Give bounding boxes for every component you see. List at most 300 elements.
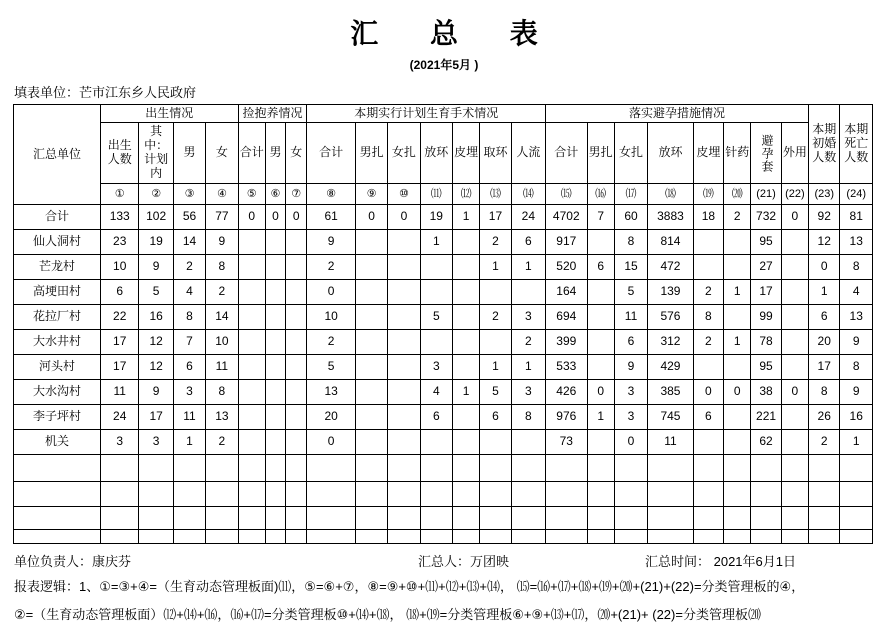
- table-cell: 0: [388, 205, 420, 230]
- table-cell: 1: [587, 405, 614, 430]
- row-label: 花拉厂村: [14, 305, 101, 330]
- empty-cell: [307, 507, 356, 530]
- table-cell: 12: [809, 230, 840, 255]
- sub-header: 男: [173, 123, 205, 184]
- column-number: ①: [101, 184, 139, 205]
- table-cell: 694: [546, 305, 587, 330]
- table-cell: 8: [511, 405, 545, 430]
- empty-cell: [546, 507, 587, 530]
- sub-header: 外用: [781, 123, 808, 184]
- empty-cell: [139, 507, 173, 530]
- table-cell: 0: [693, 380, 723, 405]
- table-cell: 1: [173, 430, 205, 455]
- table-cell: [355, 380, 387, 405]
- table-row: [14, 280, 873, 305]
- empty-cell: [511, 482, 545, 507]
- table-cell: 13: [840, 230, 873, 255]
- empty-cell: [139, 530, 173, 544]
- empty-cell: [587, 507, 614, 530]
- table-cell: 399: [546, 330, 587, 355]
- empty-cell: [139, 482, 173, 507]
- table-cell: 2: [307, 330, 356, 355]
- empty-cell: [587, 482, 614, 507]
- empty-cell: [693, 482, 723, 507]
- empty-cell: [614, 507, 647, 530]
- table-cell: [511, 280, 545, 305]
- sub-header: 合计: [546, 123, 587, 184]
- empty-cell: [648, 482, 694, 507]
- table-cell: 3: [614, 405, 647, 430]
- empty-cell: [206, 455, 238, 482]
- table-cell: [286, 355, 307, 380]
- table-cell: 0: [587, 380, 614, 405]
- empty-cell: [724, 507, 751, 530]
- table-cell: 221: [751, 405, 781, 430]
- group-header: 本期实行计划生育手术情况: [307, 105, 546, 123]
- empty-cell: [751, 530, 781, 544]
- table-cell: 4: [173, 280, 205, 305]
- column-number: ⒄: [614, 184, 647, 205]
- table-row: [14, 230, 873, 255]
- table-cell: [286, 430, 307, 455]
- table-cell: 0: [238, 205, 265, 230]
- empty-cell: [546, 530, 587, 544]
- sub-header: 避孕套: [751, 123, 781, 184]
- table-cell: [388, 255, 420, 280]
- table-cell: [286, 230, 307, 255]
- table-cell: [238, 255, 265, 280]
- sub-header: 女: [286, 123, 307, 184]
- empty-cell: [265, 455, 285, 482]
- row-label: 仙人洞村: [14, 230, 101, 255]
- table-cell: [265, 230, 285, 255]
- empty-cell: [614, 482, 647, 507]
- table-cell: 1: [420, 230, 452, 255]
- table-row: [14, 355, 873, 380]
- table-cell: [420, 255, 452, 280]
- table-cell: [286, 380, 307, 405]
- empty-cell: [480, 455, 511, 482]
- table-cell: 11: [101, 380, 139, 405]
- sub-header: 皮埋: [452, 123, 479, 184]
- empty-cell: [14, 482, 101, 507]
- table-cell: [265, 330, 285, 355]
- column-number: ⑨: [355, 184, 387, 205]
- table-cell: 6: [587, 255, 614, 280]
- empty-cell: [452, 455, 479, 482]
- table-cell: 0: [781, 205, 808, 230]
- table-cell: [355, 280, 387, 305]
- table-cell: 99: [751, 305, 781, 330]
- table-cell: [420, 280, 452, 305]
- column-number: ⒀: [480, 184, 511, 205]
- column-number: ⑤: [238, 184, 265, 205]
- table-cell: 13: [206, 405, 238, 430]
- empty-cell: [420, 530, 452, 544]
- table-cell: 139: [648, 280, 694, 305]
- empty-cell: [420, 455, 452, 482]
- column-number: ③: [173, 184, 205, 205]
- table-cell: 0: [355, 205, 387, 230]
- table-cell: 472: [648, 255, 694, 280]
- table-cell: [286, 330, 307, 355]
- table-cell: [724, 355, 751, 380]
- table-cell: 20: [809, 330, 840, 355]
- table-cell: 17: [101, 355, 139, 380]
- group-header: 捡抱养情况: [238, 105, 307, 123]
- table-cell: 6: [809, 305, 840, 330]
- column-number: (23): [809, 184, 840, 205]
- table-cell: 1: [452, 380, 479, 405]
- table-cell: [265, 355, 285, 380]
- row-label: 芒龙村: [14, 255, 101, 280]
- empty-cell: [355, 455, 387, 482]
- sub-header: 女扎: [614, 123, 647, 184]
- empty-cell: [751, 455, 781, 482]
- table-cell: 6: [101, 280, 139, 305]
- empty-cell: [238, 482, 265, 507]
- table-cell: 5: [614, 280, 647, 305]
- empty-cell: [307, 530, 356, 544]
- empty-cell: [724, 482, 751, 507]
- table-cell: [388, 305, 420, 330]
- empty-cell: [206, 530, 238, 544]
- table-cell: [452, 355, 479, 380]
- table-cell: [265, 255, 285, 280]
- tail-header: 本期初婚人数: [809, 105, 840, 184]
- table-cell: 77: [206, 205, 238, 230]
- table-cell: 9: [614, 355, 647, 380]
- table-row: [14, 405, 873, 430]
- empty-cell: [511, 455, 545, 482]
- table-cell: 15: [614, 255, 647, 280]
- table-cell: 6: [614, 330, 647, 355]
- form-unit-label: 填表单位：芒市江东乡人民政府: [14, 85, 197, 100]
- table-cell: 11: [173, 405, 205, 430]
- table-cell: 1: [480, 255, 511, 280]
- table-cell: 14: [173, 230, 205, 255]
- table-row: [14, 430, 873, 455]
- empty-cell: [388, 482, 420, 507]
- table-cell: 20: [307, 405, 356, 430]
- empty-cell: [14, 455, 101, 482]
- empty-cell: [286, 530, 307, 544]
- empty-cell: [452, 482, 479, 507]
- column-number: ⑥: [265, 184, 285, 205]
- empty-cell: [286, 482, 307, 507]
- table-cell: 78: [751, 330, 781, 355]
- sub-header: 人流: [511, 123, 545, 184]
- table-cell: 1: [480, 355, 511, 380]
- table-cell: [388, 380, 420, 405]
- table-cell: 73: [546, 430, 587, 455]
- column-number: ④: [206, 184, 238, 205]
- table-cell: [238, 230, 265, 255]
- table-cell: [781, 305, 808, 330]
- table-cell: [452, 330, 479, 355]
- table-cell: 2: [307, 255, 356, 280]
- table-cell: 1: [452, 205, 479, 230]
- table-cell: [781, 280, 808, 305]
- table-cell: 19: [139, 230, 173, 255]
- page-title: 汇总表: [350, 19, 590, 50]
- empty-row: [14, 482, 873, 507]
- empty-cell: [614, 455, 647, 482]
- empty-cell: [139, 455, 173, 482]
- table-cell: 3883: [648, 205, 694, 230]
- empty-cell: [101, 482, 139, 507]
- table-cell: [452, 230, 479, 255]
- tail-header: 本期死亡人数: [840, 105, 873, 184]
- table-cell: 8: [693, 305, 723, 330]
- empty-cell: [388, 455, 420, 482]
- table-row: [14, 205, 873, 230]
- table-cell: 2: [480, 305, 511, 330]
- table-cell: 0: [286, 205, 307, 230]
- table-cell: 38: [751, 380, 781, 405]
- column-number: ⒅: [648, 184, 694, 205]
- table-cell: [420, 430, 452, 455]
- table-cell: 95: [751, 355, 781, 380]
- sub-header: 出生人数: [101, 123, 139, 184]
- sub-header: 放环: [648, 123, 694, 184]
- table-cell: [265, 280, 285, 305]
- table-cell: 976: [546, 405, 587, 430]
- empty-cell: [648, 530, 694, 544]
- table-cell: 17: [809, 355, 840, 380]
- empty-cell: [14, 530, 101, 544]
- signature-line: [0, 551, 888, 571]
- table-cell: 2: [724, 205, 751, 230]
- report-logic-line-2: ②=（生育动态管理板面）⑿+⒁+⒃，⒃+⒄=分类管理板⑩+⒁+⒅， ⒅+⒆=分类管理板⑥+⑨+⒀+⒄，⒇+(21)+ (22)=分类管理板⒇: [14, 607, 761, 622]
- table-cell: [238, 305, 265, 330]
- empty-cell: [101, 530, 139, 544]
- table-cell: 17: [139, 405, 173, 430]
- empty-cell: [238, 455, 265, 482]
- sub-header: 女扎: [388, 123, 420, 184]
- table-cell: [480, 430, 511, 455]
- empty-cell: [693, 530, 723, 544]
- table-cell: 11: [648, 430, 694, 455]
- empty-cell: [265, 482, 285, 507]
- empty-cell: [546, 455, 587, 482]
- group-header: 出生情况: [101, 105, 239, 123]
- empty-row: [14, 507, 873, 530]
- table-cell: 17: [751, 280, 781, 305]
- table-cell: [724, 255, 751, 280]
- sub-header: 女: [206, 123, 238, 184]
- table-cell: 164: [546, 280, 587, 305]
- table-cell: 2: [693, 280, 723, 305]
- sub-header: 放环: [420, 123, 452, 184]
- empty-cell: [809, 530, 840, 544]
- table-cell: 8: [206, 255, 238, 280]
- sub-header: 男扎: [587, 123, 614, 184]
- empty-cell: [206, 507, 238, 530]
- table-row: [14, 305, 873, 330]
- table-cell: 19: [420, 205, 452, 230]
- sub-header: 皮埋: [693, 123, 723, 184]
- group-header: 落实避孕措施情况: [546, 105, 809, 123]
- table-cell: 56: [173, 205, 205, 230]
- table-cell: [480, 280, 511, 305]
- table-cell: 60: [614, 205, 647, 230]
- empty-cell: [307, 482, 356, 507]
- table-cell: 18: [693, 205, 723, 230]
- row-label: 合计: [14, 205, 101, 230]
- table-row: [14, 380, 873, 405]
- table-cell: [265, 405, 285, 430]
- column-number: ⒂: [546, 184, 587, 205]
- column-number: ⑧: [307, 184, 356, 205]
- table-cell: [452, 255, 479, 280]
- table-cell: 2: [206, 430, 238, 455]
- sub-header: 取环: [480, 123, 511, 184]
- table-cell: 533: [546, 355, 587, 380]
- table-cell: [452, 305, 479, 330]
- sub-header: 合计: [238, 123, 265, 184]
- table-cell: [724, 230, 751, 255]
- empty-cell: [452, 530, 479, 544]
- row-label: 大水井村: [14, 330, 101, 355]
- table-cell: 10: [307, 305, 356, 330]
- table-cell: [355, 430, 387, 455]
- empty-cell: [840, 530, 873, 544]
- empty-cell: [480, 530, 511, 544]
- empty-cell: [388, 530, 420, 544]
- row-label: 河头村: [14, 355, 101, 380]
- table-cell: 1: [840, 430, 873, 455]
- empty-cell: [751, 507, 781, 530]
- column-number: ⒃: [587, 184, 614, 205]
- table-cell: [238, 330, 265, 355]
- table-cell: [388, 280, 420, 305]
- table-cell: 5: [139, 280, 173, 305]
- table-cell: 8: [840, 355, 873, 380]
- table-cell: [452, 280, 479, 305]
- table-body: [14, 205, 873, 544]
- report-period: (2021年5月 ): [409, 58, 479, 72]
- table-cell: 10: [101, 255, 139, 280]
- table-row: [14, 255, 873, 280]
- empty-cell: [781, 530, 808, 544]
- table-cell: 27: [751, 255, 781, 280]
- empty-cell: [648, 455, 694, 482]
- table-cell: 2: [809, 430, 840, 455]
- empty-cell: [781, 482, 808, 507]
- table-cell: 9: [139, 380, 173, 405]
- column-number: (21): [751, 184, 781, 205]
- table-cell: 4702: [546, 205, 587, 230]
- empty-cell: [14, 507, 101, 530]
- sub-header: 针药: [724, 123, 751, 184]
- table-cell: 2: [693, 330, 723, 355]
- table-cell: 8: [173, 305, 205, 330]
- empty-cell: [265, 530, 285, 544]
- table-cell: 11: [206, 355, 238, 380]
- table-cell: 81: [840, 205, 873, 230]
- table-cell: [587, 305, 614, 330]
- table-cell: 102: [139, 205, 173, 230]
- column-number: ②: [139, 184, 173, 205]
- table-cell: 4: [420, 380, 452, 405]
- table-cell: 5: [480, 380, 511, 405]
- table-cell: 0: [307, 280, 356, 305]
- table-cell: 14: [206, 305, 238, 330]
- table-cell: [420, 330, 452, 355]
- column-number: ⑿: [452, 184, 479, 205]
- table-cell: 5: [307, 355, 356, 380]
- table-cell: [781, 230, 808, 255]
- table-cell: 0: [724, 380, 751, 405]
- table-cell: [286, 255, 307, 280]
- empty-cell: [840, 507, 873, 530]
- table-cell: [587, 430, 614, 455]
- empty-cell: [238, 507, 265, 530]
- table-cell: 1: [511, 255, 545, 280]
- empty-cell: [809, 455, 840, 482]
- sub-header: 合计: [307, 123, 356, 184]
- table-cell: [355, 355, 387, 380]
- empty-cell: [173, 530, 205, 544]
- table-cell: 5: [420, 305, 452, 330]
- table-cell: 9: [840, 380, 873, 405]
- table-cell: 7: [173, 330, 205, 355]
- empty-cell: [420, 482, 452, 507]
- empty-cell: [388, 507, 420, 530]
- table-cell: [238, 430, 265, 455]
- table-cell: [587, 330, 614, 355]
- table-cell: 6: [511, 230, 545, 255]
- table-cell: [355, 405, 387, 430]
- table-cell: [238, 405, 265, 430]
- table-cell: [724, 405, 751, 430]
- table-cell: 2: [206, 280, 238, 305]
- table-cell: [452, 430, 479, 455]
- sub-header: 男: [265, 123, 285, 184]
- table-cell: 9: [206, 230, 238, 255]
- table-cell: [265, 305, 285, 330]
- table-cell: 11: [614, 305, 647, 330]
- empty-cell: [355, 530, 387, 544]
- empty-cell: [648, 507, 694, 530]
- table-cell: [355, 305, 387, 330]
- column-number: ⑾: [420, 184, 452, 205]
- table-cell: [355, 255, 387, 280]
- table-cell: 6: [173, 355, 205, 380]
- unit-column-header: 汇总单位: [14, 105, 101, 205]
- table-cell: 8: [809, 380, 840, 405]
- table-cell: 3: [511, 380, 545, 405]
- table-cell: 3: [420, 355, 452, 380]
- table-cell: 10: [206, 330, 238, 355]
- empty-cell: [206, 482, 238, 507]
- table-cell: 0: [781, 380, 808, 405]
- table-cell: 1: [724, 330, 751, 355]
- column-number: ⒆: [693, 184, 723, 205]
- table-cell: 1: [724, 280, 751, 305]
- empty-cell: [420, 507, 452, 530]
- empty-cell: [840, 482, 873, 507]
- column-number: (24): [840, 184, 873, 205]
- table-cell: 24: [101, 405, 139, 430]
- table-cell: 92: [809, 205, 840, 230]
- column-number: ⑦: [286, 184, 307, 205]
- table-cell: 95: [751, 230, 781, 255]
- table-cell: 312: [648, 330, 694, 355]
- column-number: (22): [781, 184, 808, 205]
- summarizer-person: 汇总人：万团映: [418, 554, 510, 569]
